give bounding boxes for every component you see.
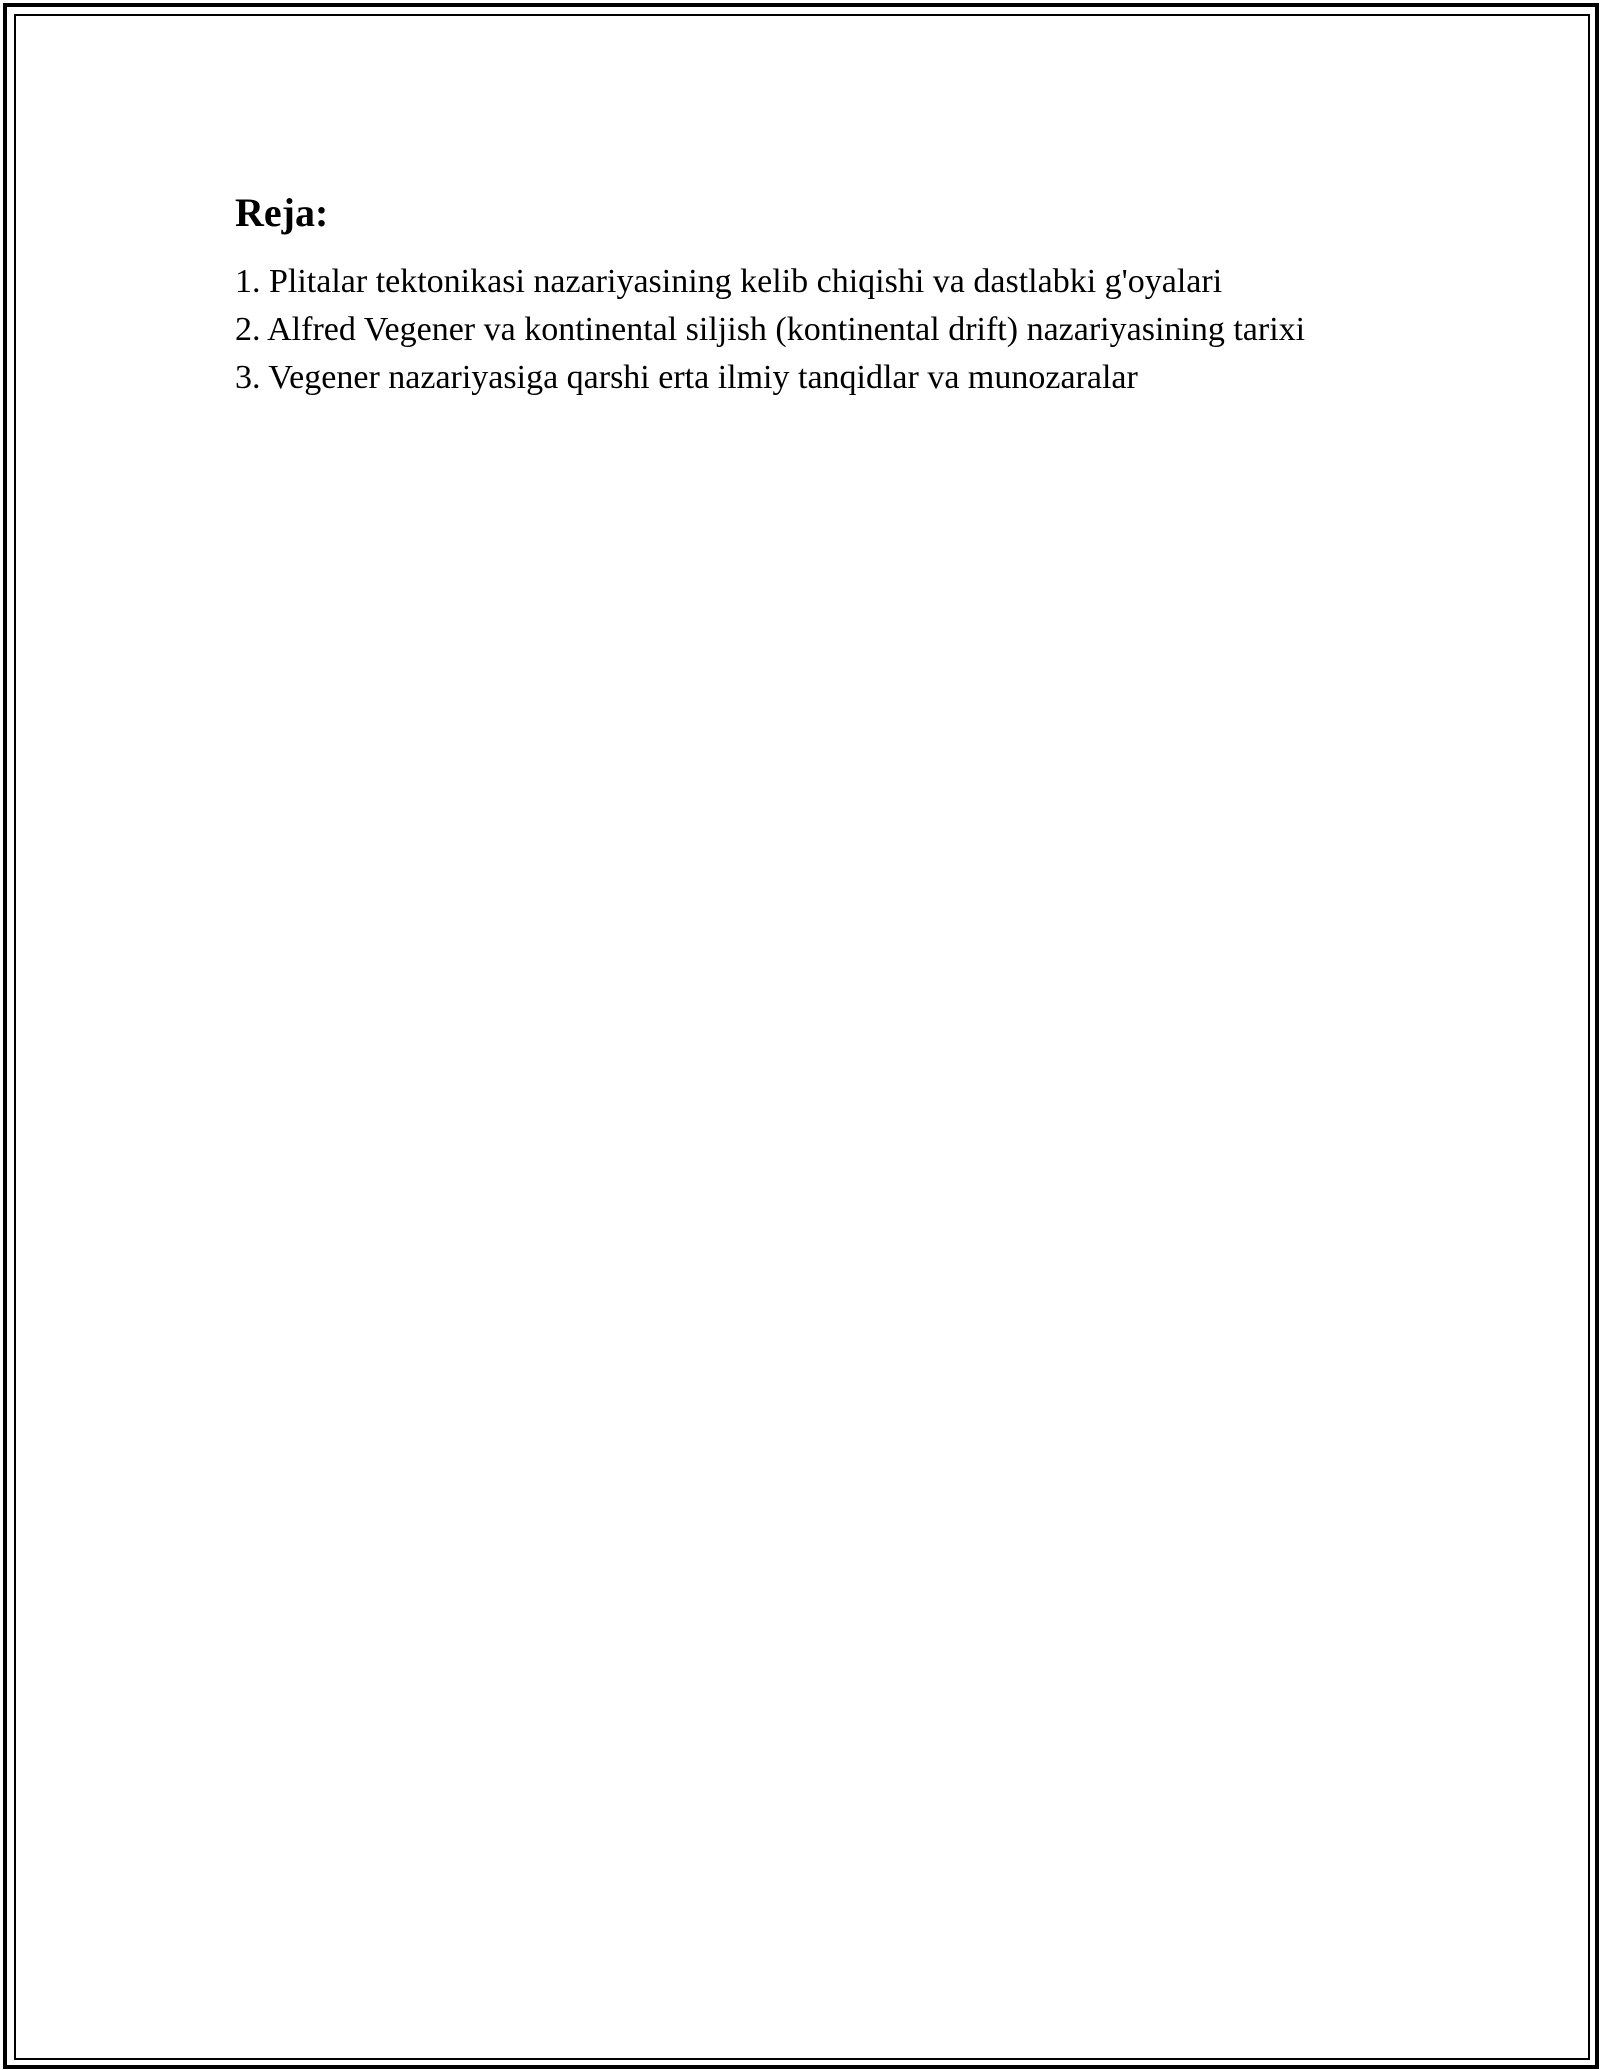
plan-item-3: 3. Vegener nazariyasiga qarshi erta ilmiy tanqidlar va munozaralar (235, 359, 1138, 396)
plan-item-2: 2. Alfred Vegener va kontinental siljish (kontinental drift) nazariyasining tarixi (235, 311, 1306, 348)
plan-heading: Reja: (235, 190, 329, 235)
document-body (235, 188, 1365, 402)
plan-item-1: 1. Plitalar tektonikasi nazariyasining kelib chiqishi va dastlabki g'oyalari (235, 263, 1223, 300)
plan-list (235, 258, 1335, 402)
